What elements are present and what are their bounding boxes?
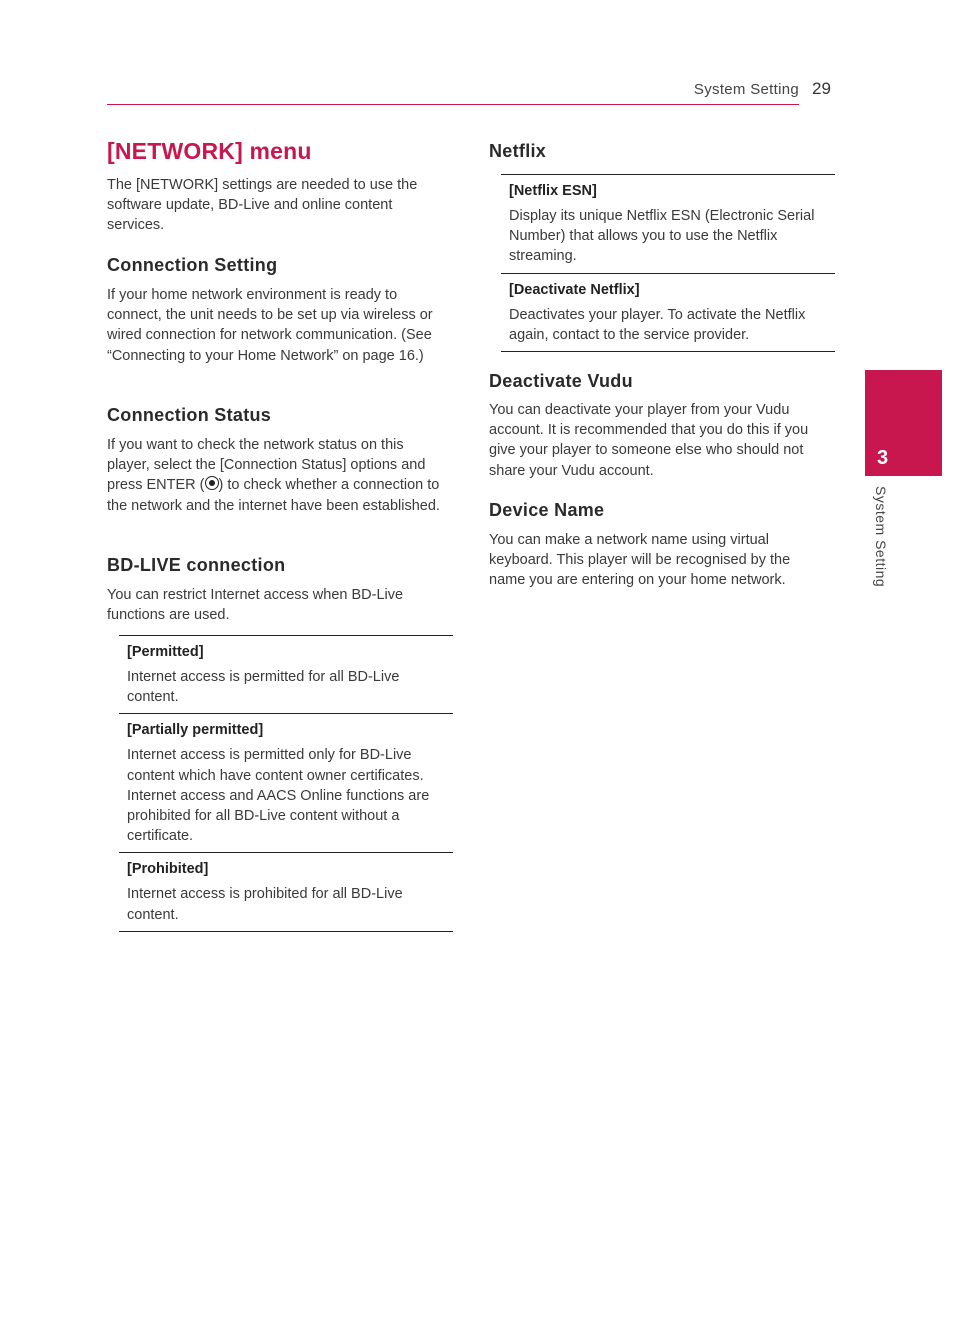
connection-status-text-b: ) to check whether a connection to the network and the internet have been established. — [107, 477, 440, 514]
enter-button-icon — [205, 476, 219, 490]
option-title: [Netflix ESN] — [509, 183, 597, 199]
page-title: [NETWORK] menu — [107, 138, 312, 164]
option-title: [Prohibited] — [127, 861, 209, 878]
option-desc: Internet access is permitted only for BD-Live content which have content owner certificates. Internet access and AACS Online functions are prohibited for all BD-Live content without a certificate. — [127, 747, 430, 845]
option-title: [Permitted] — [127, 644, 204, 660]
netflix-options-table — [501, 174, 835, 352]
option-row — [119, 714, 453, 853]
intro-text: The [NETWORK] settings are needed to use the software update, BD-Live and online content services. — [107, 177, 418, 234]
connection-setting-text: If your home network environment is ready to connect, the unit needs to be set up via wireless or wired connection for network communication. (See “Connecting to your Home Network” on page 16.) — [107, 287, 433, 364]
device-name-text: You can make a network name using virtual keyboard. This player will be recognised by the name you are entering on your home network. — [489, 532, 791, 589]
option-desc: Internet access is prohibited for all BD-Live content. — [127, 886, 403, 923]
option-row — [119, 853, 453, 931]
bd-live-heading: BD-LIVE connection — [107, 555, 286, 575]
connection-status-text — [107, 435, 445, 516]
connection-status-text-a: If you want to check the network status on this player, select the [Connection Status] options and press ENTER ( — [107, 437, 426, 494]
netflix-heading: Netflix — [489, 141, 547, 161]
connection-status-heading: Connection Status — [107, 405, 272, 425]
deactivate-vudu-text: You can deactivate your player from your Vudu account. It is recommended that you do this if you give your player to someone else who should not share your Vudu account. — [489, 402, 809, 479]
option-desc: Deactivates your player. To activate the Netflix again, contact to the service provider. — [509, 306, 806, 343]
option-row — [501, 175, 835, 274]
deactivate-vudu-heading: Deactivate Vudu — [489, 371, 633, 391]
option-row — [119, 636, 453, 714]
device-name-heading: Device Name — [489, 500, 605, 520]
option-row — [501, 274, 835, 352]
option-title: [Partially permitted] — [127, 722, 264, 739]
bd-live-options-table — [119, 635, 453, 932]
option-desc: Display its unique Netflix ESN (Electronic Serial Number) that allows you to use the Netflix streaming. — [509, 208, 815, 265]
option-title: [Deactivate Netflix] — [509, 281, 640, 298]
running-header-section: System Setting — [693, 81, 799, 98]
page-number: 29 — [812, 79, 831, 98]
option-desc: Internet access is permitted for all BD-Live content. — [127, 669, 400, 706]
header-rule — [107, 104, 799, 105]
bd-live-text: You can restrict Internet access when BD-Live functions are used. — [107, 587, 404, 624]
chapter-label: System Setting — [873, 486, 889, 588]
connection-setting-heading: Connection Setting — [107, 255, 278, 275]
chapter-number: 3 — [877, 447, 889, 469]
